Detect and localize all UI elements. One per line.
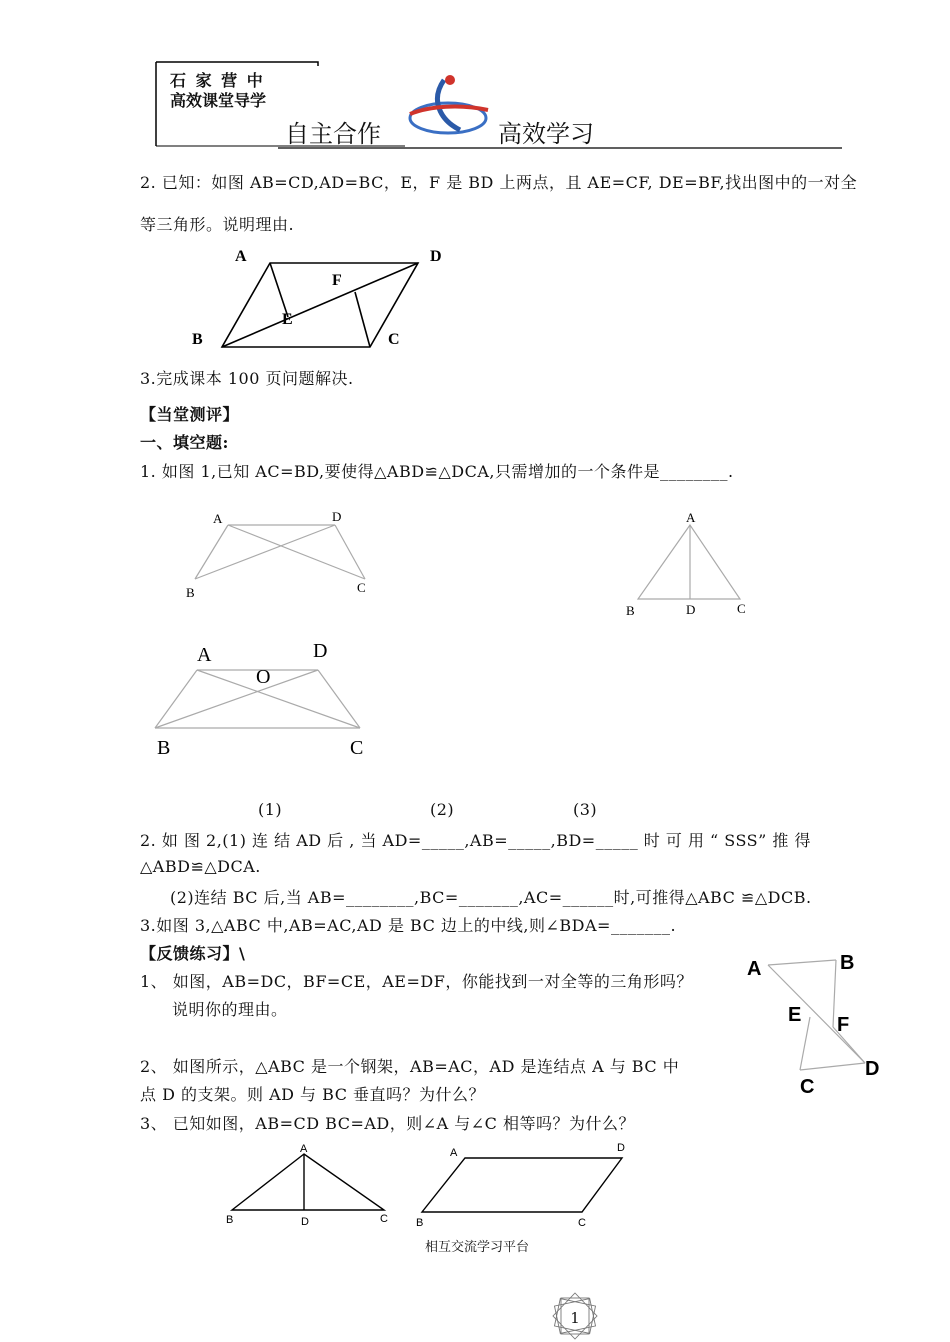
section-feedback-title: 【反馈练习】\ xyxy=(140,944,246,963)
fig2-label-b: B xyxy=(626,603,635,618)
fig3-label-c: C xyxy=(350,737,364,759)
tri-label-a: A xyxy=(300,1143,308,1155)
label-a: A xyxy=(235,248,247,265)
figure-2 xyxy=(620,505,760,620)
figure-triangle xyxy=(220,1140,395,1230)
label-e: E xyxy=(282,311,293,328)
fig3-label-a: A xyxy=(197,644,212,666)
para-label-a: A xyxy=(450,1147,458,1159)
caption-2: (2) xyxy=(430,800,455,819)
para-label-d: D xyxy=(617,1142,625,1154)
label-f: F xyxy=(332,272,342,289)
figure-parallelogram xyxy=(410,1138,635,1230)
fb-label-d: D xyxy=(865,1058,880,1080)
footer-text: 相互交流学习平台 xyxy=(425,1240,530,1255)
feedback-3: 3、 已知如图，AB=CD BC=AD，则∠A 与∠C 相等吗？为什么？ xyxy=(140,1114,636,1133)
question-2-line2: △ABD≌△DCA. xyxy=(140,857,261,876)
tri-label-b: B xyxy=(226,1214,234,1226)
section-test-title: 【当堂测评】 xyxy=(140,405,240,424)
question-2-line1: 2. 如 图 2,(1) 连 结 AD 后 , 当 AD=_____,AB=_____,BD=_____ 时 可 用 “ SSS” 推 得 xyxy=(140,831,811,850)
fb-label-c: C xyxy=(800,1076,815,1098)
fb-label-f: F xyxy=(837,1014,850,1036)
question-3: 3.如图 3,△ABC 中,AB=AC,AD 是 BC 边上的中线,则∠BDA=_______. xyxy=(140,916,677,935)
label-d: D xyxy=(430,248,442,265)
tri-label-c: C xyxy=(380,1213,388,1225)
fig1-label-a: A xyxy=(213,511,223,526)
caption-1: (1) xyxy=(258,800,283,819)
problem3: 3.完成课本 100 页问题解决. xyxy=(140,369,354,388)
question-1: 1. 如图 1,已知 AC=BD,要使得△ABD≌△DCA,只需增加的一个条件是________. xyxy=(140,462,734,481)
page-number: 1 xyxy=(570,1309,580,1327)
fig3-label-d: D xyxy=(313,640,328,662)
tri-label-d: D xyxy=(301,1216,309,1228)
fig1-label-c: C xyxy=(357,580,366,595)
figure-3 xyxy=(145,635,375,765)
fig1-label-b: B xyxy=(186,585,195,600)
question-2-line3: (2)连结 BC 后,当 AB=________,BC=_______,AC=______时,可推得△ABC ≌△DCB. xyxy=(170,888,812,907)
figure-1 xyxy=(180,505,380,605)
fb-label-e: E xyxy=(788,1004,802,1026)
problem2-figure xyxy=(180,240,470,360)
feedback-figure xyxy=(740,945,890,1100)
feedback-1-line1: 1、 如图，AB=DC，BF=CE，AE=DF，你能找到一对全等的三角形吗？ xyxy=(140,972,693,991)
fig2-label-c: C xyxy=(737,601,746,616)
fig3-label-b: B xyxy=(157,737,171,759)
fill-blank-title: 一、填空题: xyxy=(140,433,229,452)
feedback-1-line2: 说明你的理由。 xyxy=(172,1000,288,1019)
feedback-2-line1: 2、 如图所示，△ABC 是一个钢架，AB=AC，AD 是连结点 A 与 BC 中 xyxy=(140,1057,680,1076)
label-c: C xyxy=(388,331,400,348)
school-logo xyxy=(400,70,495,140)
fig2-label-d: D xyxy=(686,602,696,617)
fb-label-a: A xyxy=(747,958,762,980)
para-label-c: C xyxy=(578,1217,586,1229)
slogan-left: 自主合作 xyxy=(285,121,381,148)
fig3-label-o: O xyxy=(256,666,271,688)
school-name: 石 家 营 中 xyxy=(170,71,265,90)
label-b: B xyxy=(192,331,203,348)
fb-label-b: B xyxy=(840,952,855,974)
slogan-right: 高效学习 xyxy=(498,121,594,148)
header-subtitle: 高效课堂导学 xyxy=(170,91,267,110)
fig1-label-d: D xyxy=(332,509,342,524)
fig2-label-a: A xyxy=(686,510,696,525)
problem2-line1: 2. 已知：如图 AB=CD,AD=BC，E，F 是 BD 上两点，且 AE=CF, DE=BF,找出图中的一对全 xyxy=(140,173,858,192)
para-label-b: B xyxy=(416,1217,424,1229)
problem2-line2: 等三角形。说明理由. xyxy=(140,215,295,234)
caption-3: (3) xyxy=(573,800,598,819)
feedback-2-line2: 点 D 的支架。则 AD 与 BC 垂直吗？为什么？ xyxy=(140,1085,486,1104)
